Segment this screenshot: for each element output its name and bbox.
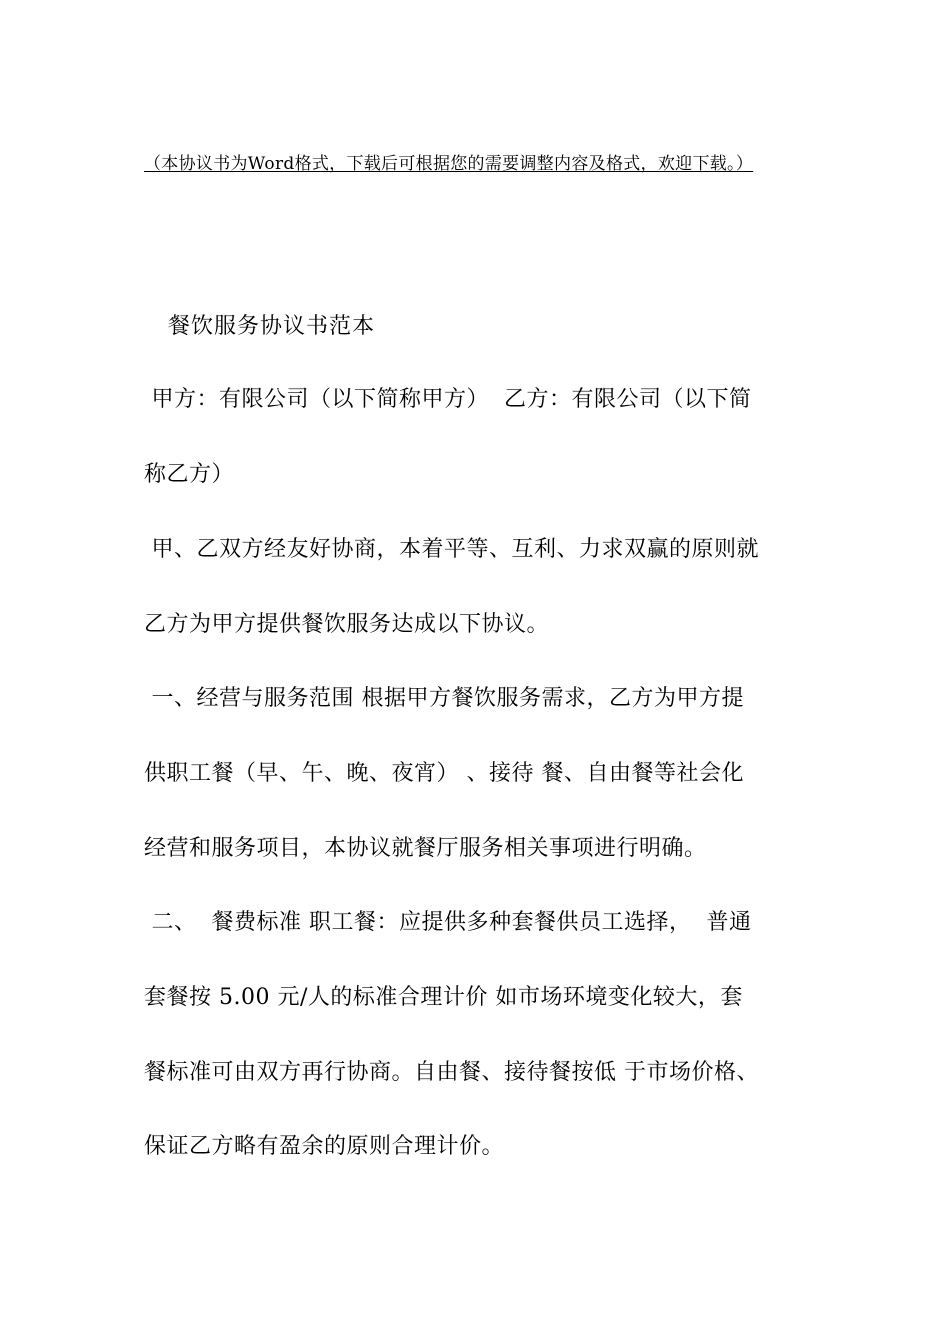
paragraph-line: 一、经营与服务范围 根据甲方餐饮服务需求，乙方为甲方提 [144, 686, 744, 711]
paragraph-line: 甲、乙双方经友好协商，本着平等、互利、力求双赢的原则就 [144, 537, 759, 562]
paragraph-line: 二、 餐费标准 职工餐：应提供多种套餐供员工选择， 普通 [144, 910, 752, 935]
document-title: 餐饮服务协议书范本 [168, 314, 376, 339]
paragraph-line: 餐标准可由双方再行协商。自由餐、接待餐按低 于市场价格、 [144, 1060, 759, 1085]
format-notice: （本协议书为Word格式，下载后可根据您的需要调整内容及格式，欢迎下载。） [144, 154, 754, 174]
paragraph-line: 甲方：有限公司（以下简称甲方） 乙方：有限公司（以下简 [144, 387, 752, 412]
paragraph-line: 乙方为甲方提供餐饮服务达成以下协议。 [144, 612, 550, 637]
paragraph-line: 供职工餐（早、午、晚、夜宵） 、接待 餐、自由餐等社会化 [144, 761, 744, 786]
paragraph-line: 套餐按 5.00 元/人的标准合理计价 如市场环境变化较大，套 [144, 985, 743, 1010]
paragraph-line: 称乙方） [144, 462, 235, 487]
paragraph-line: 经营和服务项目，本协议就餐厅服务相关事项进行明确。 [144, 836, 707, 861]
paragraph-line: 保证乙方略有盈余的原则合理计价。 [144, 1134, 505, 1159]
